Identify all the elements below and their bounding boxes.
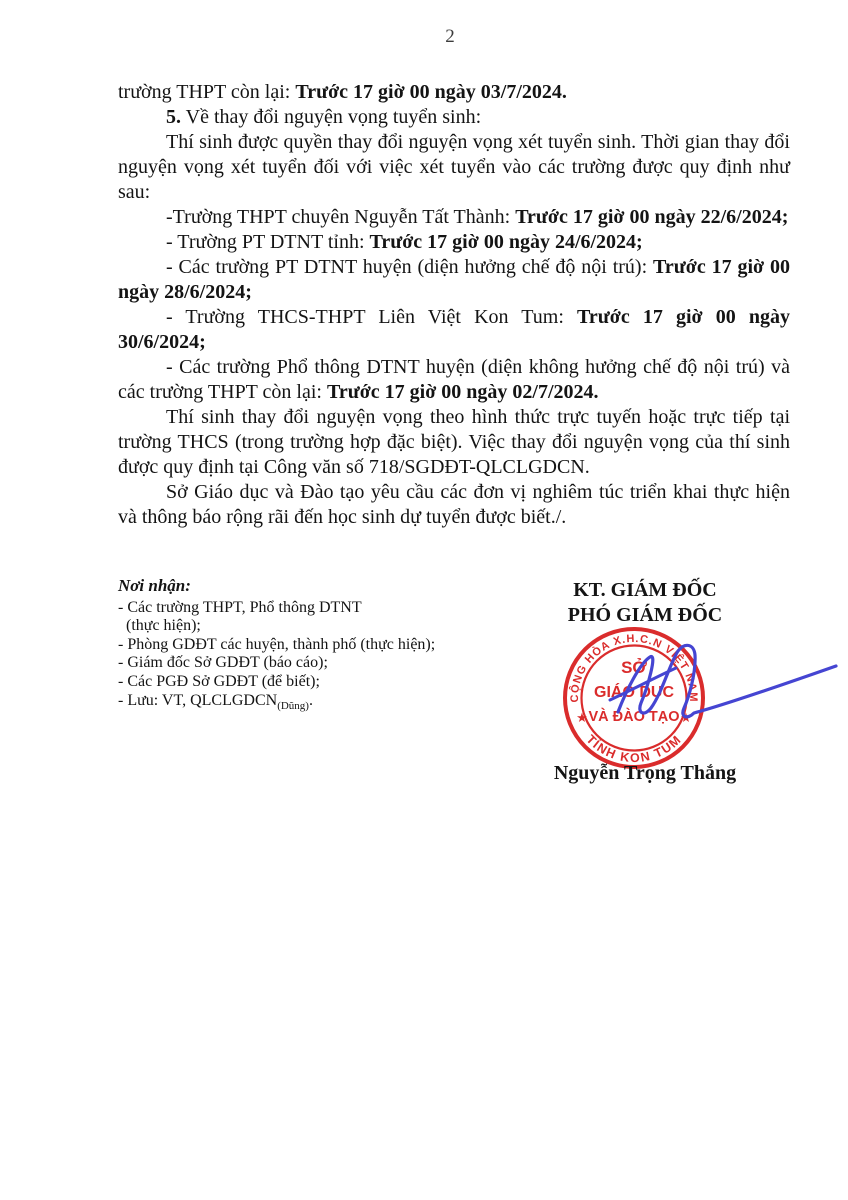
paragraph-deadline-other-schools xyxy=(118,80,790,105)
star-icon: ★ xyxy=(680,710,692,725)
seal-arc-bottom-text: TỈNH KON TUM xyxy=(583,732,685,766)
deadline-bold: Trước 17 giờ 00 ngày 28/6/2024; xyxy=(118,256,790,303)
signer-title-deputy: PHÓ GIÁM ĐỐC xyxy=(567,604,723,626)
list-item-school-4 xyxy=(118,355,790,405)
deadline-bold: Trước 17 giờ 00 ngày 24/6/2024; xyxy=(369,231,643,253)
recipient-line: - Các trường THPT, Phổ thông DTNT xyxy=(118,598,362,616)
deadline-bold: Trước 17 giờ 00 ngày 03/7/2024. xyxy=(295,81,567,103)
signer-name: Nguyễn Trọng Thắng xyxy=(553,762,737,784)
school-label: - Trường PT DTNT tỉnh: xyxy=(166,231,370,253)
paragraph-text: trường THPT còn lại: xyxy=(118,81,296,103)
deadline-bold: Trước 17 giờ 00 ngày 22/6/2024; xyxy=(515,206,789,228)
school-label: - Các trường PT DTNT huyện (diện hưởng chế độ nội trú): xyxy=(166,256,654,278)
paragraph-change-rules: Thí sinh được quyền thay đổi nguyện vọng xét tuyển sinh. Thời gian thay đổi nguyện vọng xét tuyển đối với việc xét tuyển vào các trường được quy định như sau: xyxy=(118,131,790,203)
archive-initials: (Dũng) xyxy=(277,699,309,712)
page-number: 2 xyxy=(445,26,455,47)
deadline-bold: Trước 17 giờ 00 ngày 30/6/2024; xyxy=(118,306,790,353)
school-label: - Trường THCS-THPT Liên Việt Kon Tum: xyxy=(166,306,578,328)
star-icon: ★ xyxy=(576,710,588,725)
section-5-heading xyxy=(118,105,790,130)
paragraph-closing: Sở Giáo dục và Đào tạo yêu cầu các đơn vị nghiêm túc triển khai thực hiện và thông báo rộng rãi đến học sinh dự tuyển được biết./. xyxy=(118,481,790,528)
recipients-block xyxy=(118,577,468,715)
list-item-school-2 xyxy=(118,255,790,305)
archive-period: . xyxy=(308,691,313,709)
seal-center-line3: VÀ ĐÀO TẠO xyxy=(588,709,680,725)
signer-title-block xyxy=(500,578,790,628)
signer-title-kt: KT. GIÁM ĐỐC xyxy=(573,579,717,601)
school-label: - Các trường Phổ thông DTNT huyện (diện không hưởng chế độ nội trú) và các trường THPT còn lại: xyxy=(118,356,790,403)
section-number: 5. xyxy=(166,106,181,128)
recipient-line: - Phòng GDĐT các huyện, thành phố (thực hiện); xyxy=(118,635,436,653)
recipient-line: - Các PGĐ Sở GDĐT (để biết); xyxy=(118,672,320,690)
archive-line xyxy=(118,692,468,716)
seal-arc-top-text: CỘNG HÒA X.H.C.N VIỆT NAM xyxy=(568,632,700,703)
deadline-bold: Trước 17 giờ 00 ngày 02/7/2024. xyxy=(326,381,599,403)
seal-center-line2: GIÁO DỤC xyxy=(594,684,674,701)
section-title: Về thay đổi nguyện vọng tuyển sinh: xyxy=(181,106,482,128)
signature-scribble xyxy=(590,633,848,738)
recipient-line-continuation: (thực hiện); xyxy=(126,617,201,635)
list-item-school-3 xyxy=(118,305,790,355)
seal-center-line1: SỞ xyxy=(621,658,647,677)
paragraph-method: Thí sinh thay đổi nguyện vọng theo hình thức trực tuyến hoặc trực tiếp tại trường THCS (trong trường hợp đặc biệt). Việc thay đổi nguyện vọng của thí sinh được quy định tại Công văn số 718/SGDĐT-QLCLGDCN. xyxy=(118,406,790,478)
document-body xyxy=(118,80,790,530)
recipients-title: Nơi nhận: xyxy=(118,576,191,595)
recipient-line: - Giám đốc Sở GDĐT (báo cáo); xyxy=(118,654,328,672)
list-item-school-1 xyxy=(118,230,790,255)
school-label: -Trường THPT chuyên Nguyễn Tất Thành: xyxy=(166,206,516,228)
archive-text: - Lưu: VT, QLCLGDCN xyxy=(118,691,278,709)
list-item-school-0 xyxy=(118,205,790,230)
